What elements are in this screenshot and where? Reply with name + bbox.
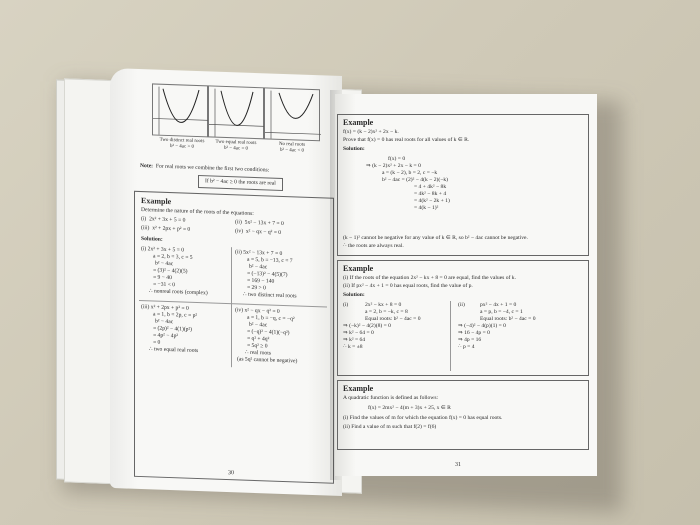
example-2-col-i: (i) 2x² − kx + 8 = 0 a = 2, b = −k, c = 8 Equal roots: b² − 4ac = 0 ⇒ (−k)² − 4(2)(8) = 0 ⇒ k² − 64 = 0 ⇒ k² = 64 ∴ k = ±8 (343, 302, 421, 350)
page-number-left: 30 (228, 470, 234, 477)
example-heading: Example (141, 196, 172, 207)
graph-equal-roots (208, 85, 264, 139)
solution-iv: (iv) x² − qx − q² = 0 a = 1, b = −q, c = −q² b² − 4ac = (−q)² − 4(1)(−q²) = q² + 4q² = 5q² ≥ 0 ∴ real roots (as 5q² cannot be negative) (235, 307, 298, 365)
right-page (335, 94, 597, 476)
graph-caption: No real roots b² − 4ac < 0 (278, 141, 306, 154)
example-prompt: Determine the nature of the roots of the equations: (141, 207, 254, 217)
example-heading: Example (343, 264, 374, 273)
solution-label: Solution: (343, 146, 365, 152)
graph-no-roots (264, 87, 320, 141)
example-text: ∴ the roots are always real. (343, 243, 404, 249)
question-ii: (ii) 5x² − 13x + 7 = 0 (235, 219, 284, 228)
discriminant-graphs (152, 83, 320, 159)
boxed-rule: If b² − 4ac ≥ 0 the roots are real (198, 175, 283, 191)
example-box-3 (337, 380, 589, 450)
question-i: (i) 2x² + 3x + 5 = 0 (141, 216, 186, 224)
graph-two-roots (152, 83, 208, 137)
column-divider (450, 301, 451, 371)
example-heading: Example (343, 118, 374, 127)
question-iv: (iv) x² − qx − q² = 0 (235, 228, 282, 236)
solution-label: Solution: (141, 236, 163, 243)
page-number-right: 31 (455, 462, 461, 468)
example-text: A quadratic function is defined as follows: (343, 395, 439, 401)
example-box-2 (337, 260, 589, 376)
solution-iii: (iii) x² + 2px + p² = 0 a = 1, b = 2p, c = p² b² − 4ac = (2p)² − 4(1)(p²) = 4p² − 4p² = 0 ∴ two equal real roots (141, 304, 199, 355)
example-text: (k − 1)² cannot be negative for any value of k ∈ R, so b² − 4ac cannot be negative. (343, 235, 528, 241)
graph-caption: Two equal real roots b² − 4ac = 0 (215, 139, 257, 152)
example-2-col-ii: (ii) px² − 4x + 1 = 0 a = p, b = −4, c = 1 Equal roots: b² − 4ac = 0 ⇒ (−4)² − 4(p)(1) = 0 ⇒ 16 − 4p = 0 ⇒ 4p = 16 ∴ p = 4 (458, 302, 536, 350)
example-box (134, 191, 334, 484)
column-divider (231, 247, 232, 367)
example-text: (i) Find the values of m for which the equation f(x) = 0 has equal roots. (343, 415, 503, 421)
graph-caption: Two distinct real roots b² − 4ac > 0 (159, 137, 205, 150)
example-heading: Example (343, 384, 374, 393)
solution-ii: (ii) 5x² − 13x + 7 = 0 a = 5, b = −13, c = 7 b² − 4ac = (−13)² − 4(5)(7) = 169 − 140 = 29 > 0 ∴ two distinct real roots (235, 249, 297, 300)
example-text: f(x) = (k − 2)x² + 2x − k. (343, 129, 399, 135)
example-1-work: f(x) = 0 ⇒ (k − 2)x² + 2x − k = 0 a = (k − 2), b = 2, c = −k b² − 4ac = (2)² − 4(k − 2)(−k) = 4 + 4k² − 8k = 4k² − 8k + 4 = 4(k² − 2k + 1) = 4(k − 1)² (366, 156, 450, 211)
example-text: Prove that f(x) = 0 has real roots for all values of k ∈ R. (343, 137, 470, 143)
example-text: f(x) = 2mx² − 4(m + 3)x + 25, x ∈ R (368, 405, 451, 411)
solution-label: Solution: (343, 292, 365, 298)
solution-i: (i) 2x² + 3x + 5 = 0 a = 2, b = 3, c = 5 b² − 4ac = (3)² − 4(2)(5) = 9 − 40 = −31 < 0 ∴ nonreal roots (complex) (141, 246, 208, 297)
example-box-1 (337, 114, 589, 256)
question-iii: (iii) x² + 2px + p² = 0 (141, 225, 191, 233)
note: Note: For real roots we combine the first two conditions: (140, 162, 270, 174)
example-text: (ii) Find a value of m such that f(2) = f(6) (343, 424, 437, 430)
left-page (110, 68, 342, 496)
example-text: (ii) If px² − 4x + 1 = 0 has equal roots, find the value of p. (343, 283, 473, 289)
example-text: (i) If the roots of the equation 2x² − kx + 8 = 0 are equal, find the values of k. (343, 275, 517, 281)
